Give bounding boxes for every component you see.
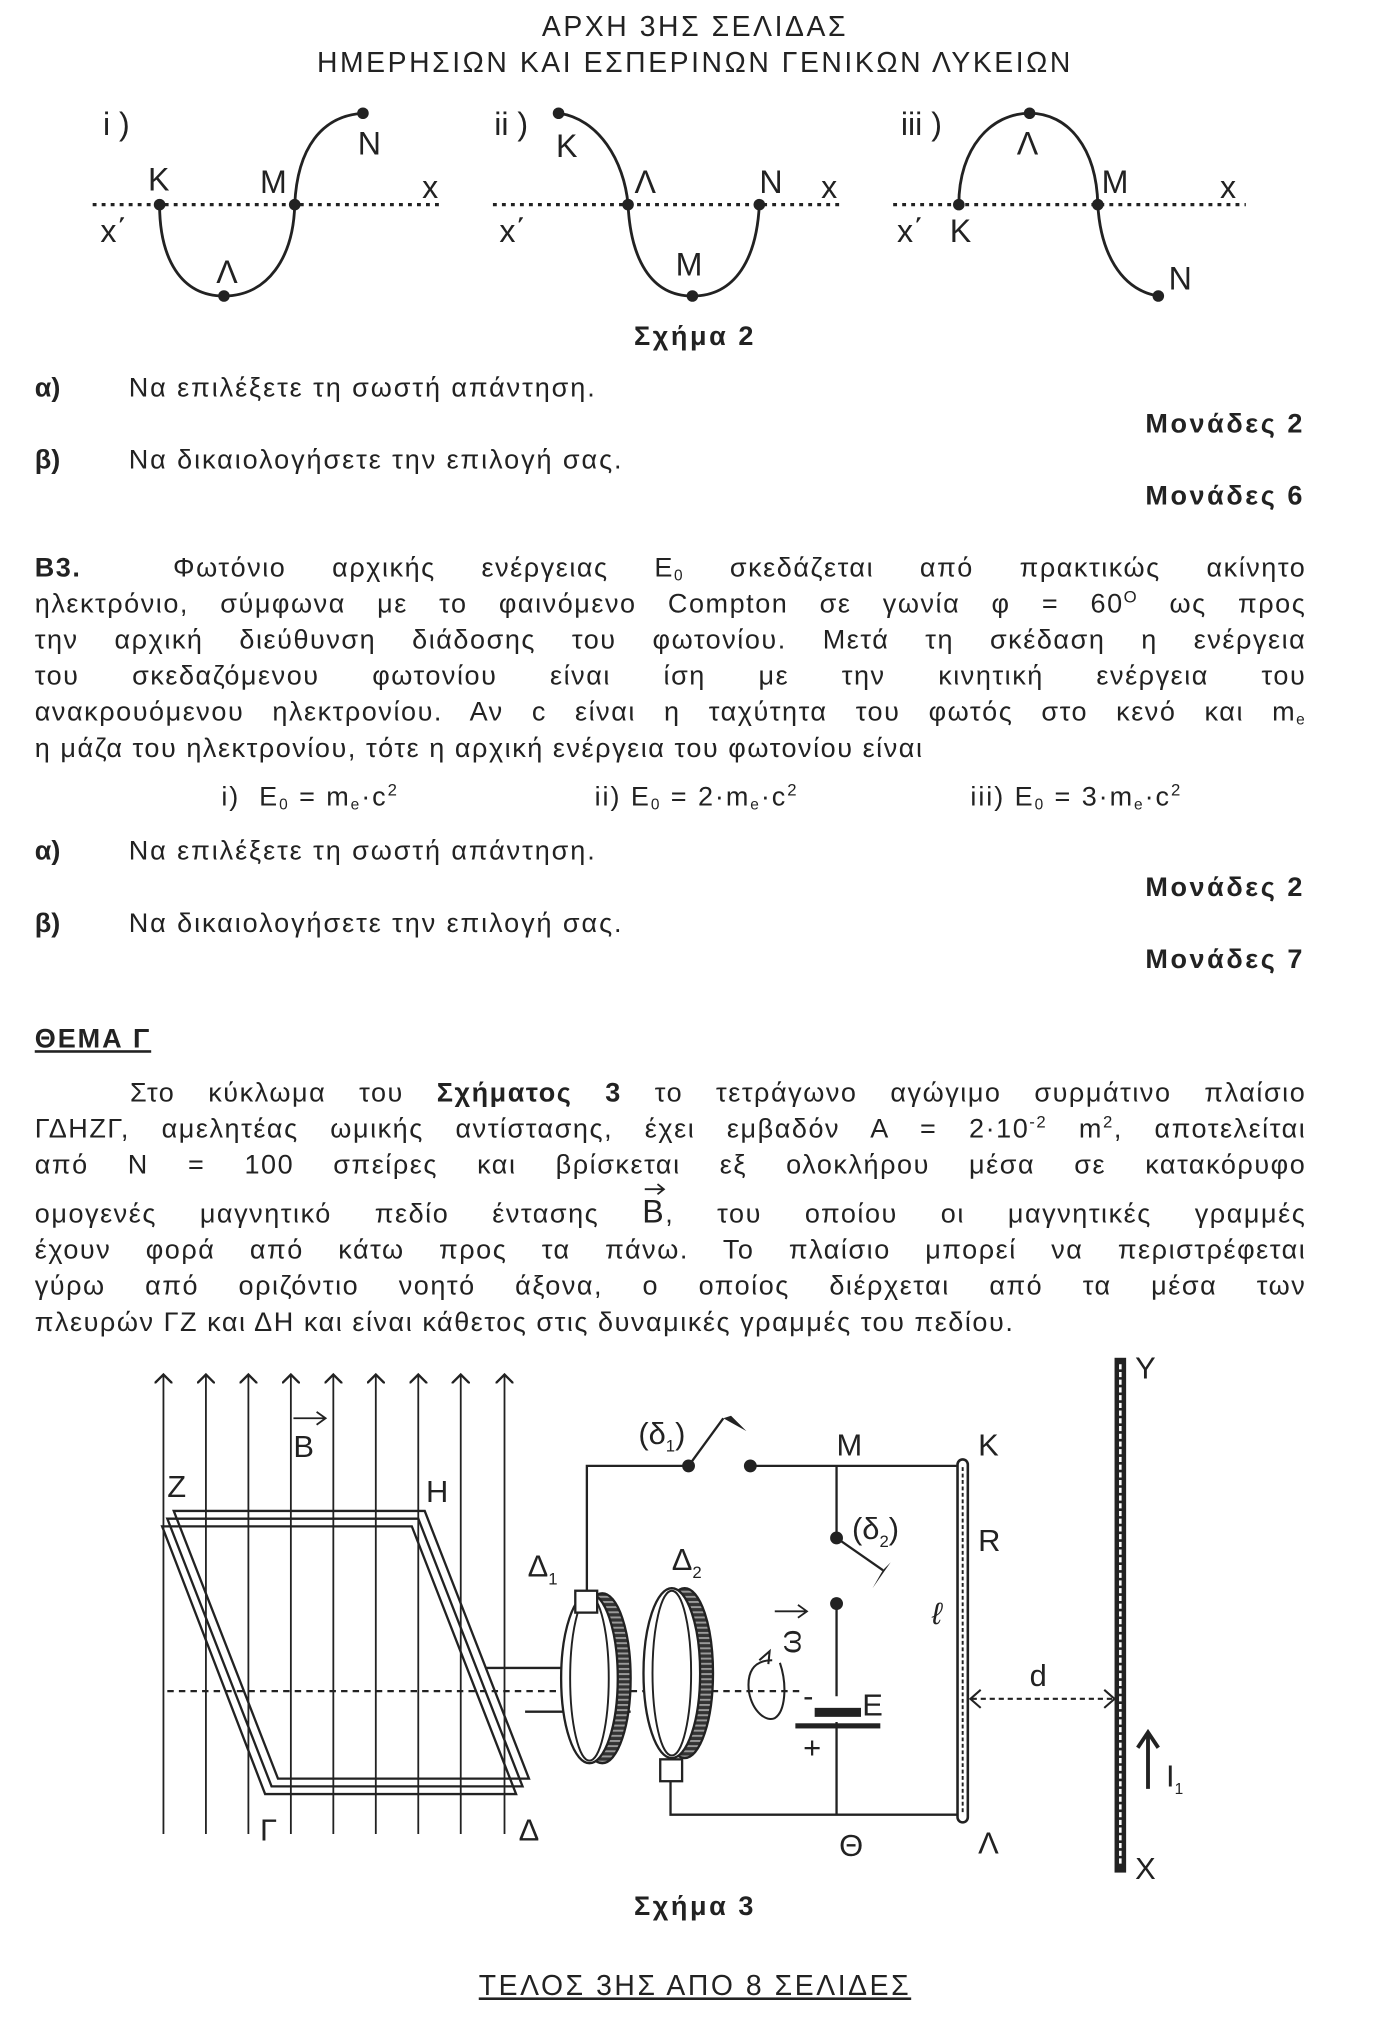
- label-x-iii: x: [1220, 169, 1237, 206]
- label-D1-group: [528, 1549, 558, 1589]
- figure-3: [0, 1338, 1390, 1904]
- option-iii-sube: e: [1134, 795, 1145, 814]
- coil-frame: [162, 1511, 529, 1794]
- battery-negative-plate: [815, 1708, 861, 1717]
- label-delta2-sub: 2: [879, 1531, 889, 1551]
- p1-bold: Σχήματος 3: [436, 1078, 622, 1109]
- label-ell: ℓ: [931, 1596, 942, 1632]
- slip-ring-2: [644, 1588, 713, 1758]
- p2-b: m: [1047, 1114, 1103, 1145]
- b3-line-5: [35, 695, 1307, 731]
- brush-2: [660, 1759, 682, 1781]
- label-D1-sub: 1: [548, 1569, 558, 1589]
- switch-2-tip-icon: [873, 1562, 891, 1588]
- page-header-line2: ΗΜΕΡΗΣΙΩΝ ΚΑΙ ΕΣΠΕΡΙΝΩΝ ΓΕΝΙΚΩΝ ΛΥΚΕΙΩΝ: [317, 46, 1073, 79]
- p2-c: , αποτελείται: [1113, 1114, 1307, 1145]
- b3-text-1b: σκεδάζεται από πρακτικώς ακίνητο: [729, 553, 1307, 584]
- label-delta2-group: [852, 1511, 899, 1551]
- b3-b-text: Να δικαιολογήσετε την επιλογή σας.: [128, 908, 624, 939]
- option-iii-mid: = 3·m: [1045, 782, 1135, 813]
- label-I-group: [1166, 1758, 1183, 1798]
- b3-line-4: του σκεδαζόμενου φωτονίου είναι ίση με την κινητική ενέργεια του: [34, 661, 1307, 692]
- theme-c-line-5: έχουν φορά από κάτω προς τα πάνω. Το πλαίσιο μπορεί να περιστρέφεται: [34, 1235, 1307, 1266]
- option-ii-sub0: 0: [650, 795, 662, 814]
- point-M-i: [289, 199, 301, 211]
- label-plus: +: [803, 1730, 822, 1766]
- label-K-ii: Κ: [555, 128, 578, 165]
- figure-3-caption: Σχήμα 3: [633, 1891, 756, 1922]
- option-i-E: Ε: [259, 782, 280, 813]
- p2-exp: -2: [1029, 1111, 1048, 1132]
- option-iii-label: iii): [970, 782, 1006, 813]
- label-I: Ι: [1166, 1758, 1175, 1794]
- b3-a-points: Μονάδες 2: [1145, 872, 1306, 903]
- label-delta2: (δ: [851, 1511, 880, 1547]
- b3-line-2: [35, 587, 1307, 623]
- point-N-ii: [754, 199, 766, 211]
- option-ii-label: ii): [594, 782, 622, 813]
- b3-text-2a: ηλεκτρόνιο, σύμφωνα με το φαινόμενο Compton σε γωνία φ = 60: [34, 589, 1124, 620]
- figure-2-caption: Σχήμα 2: [633, 321, 756, 352]
- option-ii-post: ·c: [760, 782, 788, 813]
- label-I-sub: 1: [1174, 1781, 1184, 1799]
- switch-2-contact-b: [830, 1597, 843, 1610]
- point-M-iii: [1092, 199, 1104, 211]
- option-iii-post: ·c: [1144, 782, 1171, 813]
- b3-a-text: Να επιλέξετε τη σωστή απάντηση.: [128, 836, 597, 867]
- wave-i: [160, 113, 363, 296]
- B-vector-arrow-icon: [293, 1412, 325, 1425]
- label-M-iii: Μ: [1101, 164, 1129, 201]
- label-D2-group: [672, 1542, 702, 1582]
- vector-B-arrow-icon: [645, 1184, 664, 1194]
- label-K-iii: Κ: [949, 212, 972, 249]
- switch-1-contact-b: [744, 1459, 757, 1472]
- b3-label: Β3.: [34, 553, 82, 584]
- label-N-ii: Ν: [759, 164, 783, 201]
- label-omega: ω: [772, 1629, 808, 1654]
- label-E: Ε: [862, 1687, 883, 1723]
- switch-1-tip-icon: [723, 1416, 746, 1431]
- label-D2: Δ: [671, 1542, 693, 1578]
- label-N-iii: Ν: [1168, 260, 1192, 297]
- p2-sq: 2: [1102, 1111, 1114, 1132]
- theme-c-paragraph: [35, 1076, 1307, 1341]
- label-x-i: x: [422, 169, 439, 206]
- p4-b: , του οποίου οι μαγνητικές γραμμές: [665, 1199, 1307, 1230]
- option-i-post: ·c: [361, 782, 388, 813]
- label-L-ii: Λ: [634, 164, 656, 201]
- option-i-sup2: 2: [387, 779, 399, 800]
- label-delta1-group: [638, 1416, 685, 1456]
- label-Theta: Θ: [839, 1827, 864, 1863]
- label-Y: Υ: [1135, 1350, 1156, 1386]
- point-K-i: [154, 199, 166, 211]
- theme-c-line-3: από Ν = 100 σπείρες και βρίσκεται εξ ολοκλήρου μέσα σε κατακόρυφο: [34, 1150, 1307, 1181]
- b3-a-label: α): [34, 836, 61, 867]
- point-K-ii: [553, 107, 565, 119]
- label-D2-sub: 2: [692, 1562, 702, 1582]
- field-lines: [163, 1375, 504, 1834]
- p1-b: το τετράγωνο αγώγιμο συρμάτινο πλαίσιο: [621, 1078, 1307, 1109]
- page-footer: ΤΕΛΟΣ 3ΗΣ ΑΠΟ 8 ΣΕΛΙΔΕΣ: [478, 1969, 912, 2002]
- label-Delta: Δ: [518, 1812, 540, 1848]
- p1-a: Στο κύκλωμα του: [129, 1078, 437, 1109]
- label-L-iii: Λ: [1016, 125, 1039, 162]
- label-delta1-sub: 1: [665, 1436, 676, 1456]
- theme-c-line-6: γύρω από οριζόντιο νοητό άξονα, ο οποίος διέρχεται από τα μέσα των: [34, 1271, 1307, 1302]
- label-D1: Δ: [527, 1548, 549, 1584]
- b3-b-label: β): [34, 908, 61, 939]
- label-delta1: (δ: [638, 1416, 666, 1452]
- omega-vector-arrow-icon: [775, 1605, 807, 1618]
- label-B: B: [293, 1428, 315, 1464]
- b3-text-2b: ως προς: [1169, 589, 1307, 620]
- switch-1-contact-a: [682, 1459, 695, 1472]
- slip-ring-1: [561, 1593, 630, 1763]
- label-X: Χ: [1135, 1851, 1156, 1887]
- theme-c-line-1: [35, 1076, 1307, 1112]
- b3-text-1a: Φωτόνιο αρχικής ενέργειας Ε: [173, 553, 674, 584]
- brush-1: [575, 1591, 597, 1613]
- point-L-i: [218, 290, 230, 302]
- option-i-label: i): [221, 782, 241, 813]
- label-x-prime-ii: x΄: [499, 212, 527, 249]
- sub-e: e: [1296, 710, 1307, 729]
- option-i-mid: = m: [289, 782, 351, 813]
- circuit-wires: [587, 1418, 963, 1814]
- label-M-i: Μ: [259, 164, 287, 201]
- panel-label-ii: ii ): [494, 106, 529, 143]
- option-i-sube: e: [350, 795, 362, 814]
- option-iii-sub0: 0: [1034, 795, 1046, 814]
- label-L-i: Λ: [216, 254, 238, 291]
- b3-line-3: την αρχική διεύθυνση διάδοσης του φωτονίου. Μετά τη σκέδαση η ενέργεια: [34, 625, 1307, 656]
- b2-a-label: α): [34, 373, 61, 403]
- option-iii-sup2: 2: [1170, 779, 1183, 800]
- label-delta2-close: ): [888, 1511, 900, 1547]
- label-minus: -: [803, 1678, 814, 1714]
- p4-a: ομογενές μαγνητικό πεδίο έντασης: [34, 1199, 643, 1230]
- option-ii-sup2: 2: [787, 779, 799, 800]
- b3-option-ii: [594, 779, 799, 814]
- label-delta1-close: ): [675, 1416, 686, 1452]
- point-N-i: [357, 107, 369, 119]
- b2-b-text: Να δικαιολογήσετε την επιλογή σας.: [128, 445, 624, 475]
- vector-B-letter: B: [642, 1194, 666, 1231]
- b3-option-i: [221, 779, 399, 814]
- point-N-iii: [1153, 290, 1165, 302]
- point-L-iii: [1024, 107, 1036, 119]
- label-H: Η: [425, 1473, 449, 1509]
- vector-B-arrow-svg: [0, 1181, 1390, 1202]
- label-R: R: [978, 1522, 1001, 1558]
- point-K-iii: [953, 199, 965, 211]
- point-M-ii: [687, 290, 699, 302]
- b3-b-points: Μονάδες 7: [1145, 944, 1306, 975]
- label-d: d: [1029, 1657, 1047, 1693]
- option-ii-sube: e: [750, 795, 761, 814]
- theme-c-line-2: [35, 1112, 1307, 1148]
- panel-label-i: i ): [102, 106, 130, 143]
- label-K-i: Κ: [148, 161, 170, 198]
- p2-a: ΓΔΗΖΓ, αμελητέας ωμικής αντίστασης, έχει εμβαδόν Α = 2·10: [34, 1114, 1030, 1145]
- label-N-i: Ν: [357, 125, 382, 162]
- label-K: Κ: [978, 1427, 999, 1463]
- label-M-ii: Μ: [675, 246, 703, 283]
- battery-positive-plate: [795, 1723, 880, 1728]
- option-iii-E: Ε: [1014, 782, 1035, 813]
- switch-1-lever: [689, 1418, 724, 1466]
- b3-text-5: ανακρουόμενου ηλεκτρονίου. Αν c είναι η ταχύτητα του φωτός στο κενό και m: [34, 697, 1297, 728]
- label-Z: Ζ: [167, 1468, 187, 1504]
- point-L-ii: [622, 199, 634, 211]
- theme-c-line-7: πλευρών ΓΖ και ΔΗ και είναι κάθετος στις δυναμικές γραμμές του πεδίου.: [34, 1307, 1015, 1338]
- label-Gamma: Γ: [259, 1812, 277, 1848]
- label-x-prime-iii: x΄: [897, 212, 924, 249]
- option-i-sub0: 0: [279, 795, 290, 814]
- b3-line-1: [35, 551, 1307, 587]
- b3-option-iii: [970, 779, 1183, 814]
- label-Lambda: Λ: [978, 1825, 999, 1861]
- b2-a-points: Μονάδες 2: [1145, 409, 1306, 439]
- b2-a-text: Να επιλέξετε τη σωστή απάντηση.: [128, 373, 597, 403]
- option-ii-E: Ε: [630, 782, 651, 813]
- figure-2: [0, 90, 1390, 322]
- b2-b-points: Μονάδες 6: [1145, 481, 1306, 511]
- label-M: Μ: [836, 1427, 863, 1463]
- theme-c-title: ΘΕΜΑ Γ: [34, 1024, 152, 1055]
- panel-label-iii: iii ): [900, 106, 942, 143]
- degree-sup: O: [1123, 586, 1139, 607]
- label-x-ii: x: [821, 169, 838, 206]
- label-x-prime-i: x΄: [100, 212, 128, 249]
- option-ii-mid: = 2·m: [661, 782, 751, 813]
- sub-0: 0: [673, 566, 685, 585]
- b2-b-label: β): [34, 445, 61, 475]
- b3-paragraph: [35, 551, 1307, 767]
- switch-2-contact-a: [830, 1532, 843, 1545]
- page-header-line1: ΑΡΧΗ 3ΗΣ ΣΕΛΙΔΑΣ: [541, 10, 849, 43]
- b3-line-6: η μάζα του ηλεκτρονίου, τότε η αρχική ενέργεια του φωτονίου είναι: [34, 733, 924, 764]
- rotation-arrow-icon: [748, 1660, 784, 1719]
